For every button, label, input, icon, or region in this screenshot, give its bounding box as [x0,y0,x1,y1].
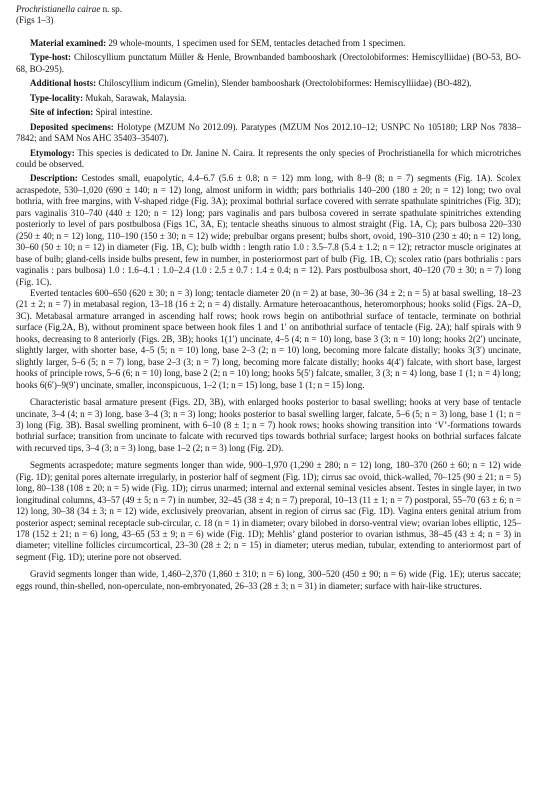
field-text: Spiral intestine. [93,107,153,118]
field-text: Holotype (MZUM No 2012.09). Paratypes (MZUM Nos 2012.10–12; USNPC No 105180; LRP Nos 7838–7842; and SAM Nos AHC 35403–35407). [16,121,521,144]
field-label: Site of infection: [30,107,94,118]
field-text: 29 whole-mounts, 1 specimen used for SEM, tentacles detached from 1 specimen. [106,37,406,48]
material-examined [16,38,521,49]
etymology [16,148,521,171]
species-title [16,4,521,15]
basal-armature-paragraph: Characteristic basal armature present (Figs. 2D, 3B), with enlarged hooks posterior to basal swelling; hooks at very base of tentacle uncinate, 3–4 (4; n = 3) long, base 3–4 (3; n = 3) long; hooks posterior to basal swelling larger, falcate, 5–6 (5; n = 3) long, base 1 (1; n = 3) long (Fig. 3B). Basal swelling prominent, with 6–10 (8 ± 1; n = 7) hook rows; hooks showing transition into ‘V’-formations towards bothrial surface; transition from uncinate to falcate with recurved tips towards bothrial surface; largest hooks on bothrial surfaces falcate with recurved tips, 3–4 (3; n = 3) long, base 1–2 (2; n = 3) long (Fig. 2D). [16,397,521,453]
species-name: Prochristianella cairae [16,4,101,14]
field-label: Additional hosts: [30,78,97,89]
type-locality [16,93,521,104]
segments-paragraph: Segments acraspedote; mature segments longer than wide, 900–1,970 (1,290 ± 280; n = 12) long, 180–370 (260 ± 60; n = 12) wide (Fig. 1D); genital pores alternate irregularly, in posterior half of segment (Fig. 1D); cirrus sac ovoid, thick-walled, 70–125 (90 ± 21; n = 5) long, 80–138 (108 ± 20; n = 5) wide (Fig. 1D); cirrus unarmed; internal and external seminal vesicles absent. Testes in single layer, in two longitudinal columns, 43–57 (49 ± 5; n = 7) in number, 32–45 (38 ± 4; n = 7) preporal, 10–13 (11 ± 1; n = 7) postporal, 55–70 (63 ± 6; n = 12) long, 30–38 (34 ± 3; n = 12) wide, exclusively preovarian, absent in region of cirrus sac (Fig. 1D). Vagina enters genital atrium from posterior aspect; seminal receptacle sub-circular, c. 18 (n = 1) in diameter; ovary bilobed in dorso-ventral view; ovarian lobes elliptic, 125–178 (152 ± 21; n = 6) long, 43–65 (53 ± 9; n = 6) wide (Fig. 1D); Mehlis’ gland posterior to ovarian isthmus, 38–45 (43 ± 4; n = 3) in diameter; vitelline follicles circumcortical, 23–30 (28 ± 2; n = 15) in diameter; uterus median, tubular, extending to anteriormost part of segment (Fig. 1D); uterine pore not observed. [16,460,521,562]
site-of-infection [16,107,521,118]
field-text: This species is dedicated to Dr. Janine N. Caira. It represents the only species of Prochristianella for which microtriches could be observed. [16,147,521,169]
field-text: Mukah, Sarawak, Malaysia. [83,92,187,103]
deposited-specimens [16,122,521,145]
field-label: Deposited specimens: [30,121,114,132]
description [16,173,521,288]
figure-reference: (Figs 1–3) [16,15,54,26]
additional-hosts [16,78,521,89]
field-label: Type-locality: [30,92,84,103]
field-text: Chiloscyllium indicum (Gmelin), Slender bambooshark (Orectolobiformes: Hemiscylliidae) (BO-482). [96,78,472,89]
field-label: Etymology: [30,147,75,158]
field-text: Cestodes small, euapolytic, 4.4–6.7 (5.6 ± 0.8; n = 12) mm long, with 8–9 (8; n = 7) segments (Fig. 1A). Scolex acraspedote, 530–1,020 (690 ± 140; n = 12) long, almost uniform in width; pars bothrialis 140–200 (180 ± 20; n = 12) long; two oval bothria, with free margins, with V-shaped ridge (Fig. 3A); proximal bothrial surface covered with serrate spathulate spinitriches (Fig. 3D); pars vaginalis 310–740 (440 ± 120; n = 12) long; pars vaginalis and pars bulbosa covered in serrate spathulate spinitriches extending posteriorly to level of pars postbulbosa (Figs 1C, 3A, E); tentacle sheaths sinuous to almost straight (Fig. 1A, C); pars bulbosa 220–330 (250 ± 40; n = 12) long, 110–190 (150 ± 30; n = 12) wide; prebulbar organs present; bulbs short, ovoid, 190–310 (230 ± 40; n = 12) long, 30–60 (50 ± 10; n = 12) in diameter (Fig. 1B, C); bulb width : length ratio 1.0 : 3.5–7.8 (5.4 ± 1.2; n = 12); retractor muscle originates at base of bulb; gland-cells inside bulbs present, few in number, in posteriormost part of bulb (Fig. 1B, C); scolex ratio (pars bothrialis : pars vaginalis : pars bulbosa) 1.0 : 1.6–4.1 : 1.0–2.4 (1.0 : 2.5 ± 0.7 : 1.4 ± 0.4; n = 12). Pars postbulbosa short, 40–120 (70 ± 30; n = 7) long (Fig. 1C). [16,173,521,287]
field-label: Material examined: [30,37,107,48]
field-label: Description: [30,173,78,184]
field-label: Type-host: [30,52,72,63]
field-text: Chiloscyllium punctatum Müller & Henle, Brownbanded bambooshark (Orectolobiformes: Hemiscylliidae) (BO-53, BO-68, BO-295). [16,52,521,74]
tentacle-paragraph: Everted tentacles 600–650 (620 ± 30; n = 3) long; tentacle diameter 20 (n = 2) at base, 30–36 (34 ± 2; n = 5) at basal swelling, 18–23 (21 ± 2; n = 7) in metabasal region, 13–18 (16 ± 2; n = 4) distally. Armature heteroacanthous, heteromorphous; hooks solid (Figs. 2A–D, 3C). Metabasal armature arranged in ascending half rows; hook rows begin on antibothrial surface of tentacle, terminate on bothrial surface (Fig.2A, B), without prominent space between hook files 1 and 1′ on antibothrial surface of tentacle (Fig. 2A); half spirals with 9 hooks, decreasing to 8 anteriorly (Figs. 2B, 3B); hooks 1(1′) uncinate, 4–5 (4; n = 10) long, base 3 (3; n = 10) long; hooks 2(2′) uncinate, slightly larger, with shorter base, 4–5 (5; n = 10) long, base 2–3 (2; n = 10) long, becoming more falcate distally; hooks 3(3′) uncinate, slightly larger, 5–6 (5; n = 7) long, base 2–3 (3; n = 7) long, becoming more falcate distally; hooks 4(4′) falcate, with short base, largest hooks of principle rows, 5–6 (6; n = 10) long, base 2 (2; n = 10) long; hooks 5(5′) falcate, smaller, 3 (3; n = 4) long, base 1 (1; n = 4) long; hooks 6(6′)–9(9′) uncinate, smaller, inconspicuous, 1–2 (1; n = 15) long, base 1 (1; n = 15) long. [16,287,521,390]
gravid-segments-paragraph: Gravid segments longer than wide, 1,460–2,370 (1,860 ± 310; n = 6) long, 300–520 (450 ± 90; n = 6) wide (Fig. 1E); uterus saccate; eggs round, thin-shelled, non-operculate, non-embryonated, 26–33 (28 ± 3; n = 31) in diameter; surface with hair-like structures. [16,569,521,591]
species-status: n. sp. [102,4,122,14]
type-host [16,52,521,75]
